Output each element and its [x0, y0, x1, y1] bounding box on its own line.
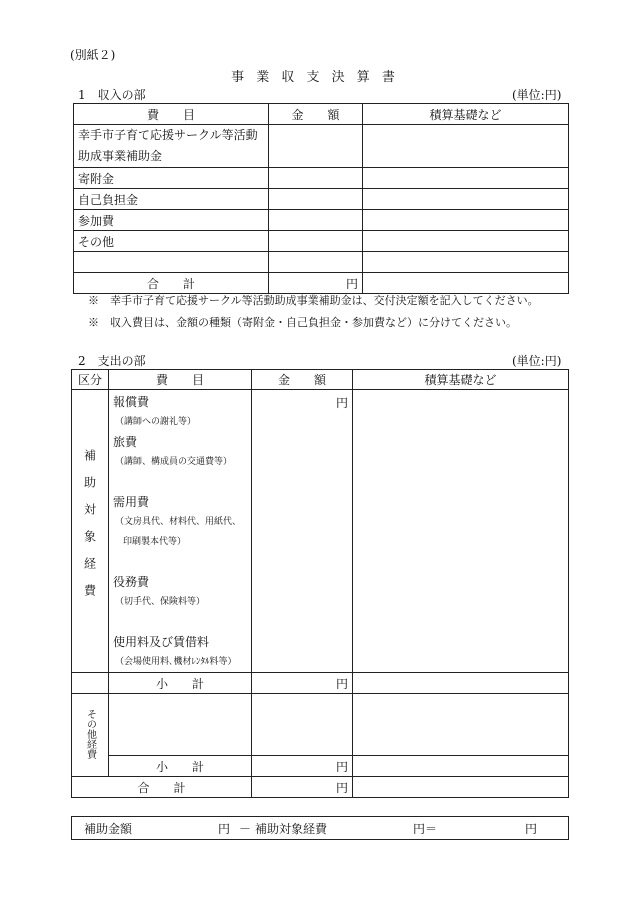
- expense-total-label: 合 計: [72, 777, 252, 798]
- income-basis-cell[interactable]: [363, 168, 569, 189]
- expense-header-amount: 金 額: [252, 370, 353, 390]
- income-item-cell: [74, 125, 269, 168]
- income-basis-cell[interactable]: [363, 252, 569, 273]
- summary-unit-3: 円: [525, 822, 538, 836]
- summary-box: [71, 816, 569, 840]
- subsidy-subtotal-label: 小 計: [109, 673, 252, 694]
- income-section-title: 1 収入の部: [78, 88, 146, 102]
- summary-unit-2: 円＝: [413, 822, 438, 836]
- income-total-unit[interactable]: 円: [269, 273, 363, 294]
- other-subtotal-label: 小 計: [109, 756, 252, 777]
- summary-target-label: 補助対象経費: [255, 822, 328, 836]
- expense-item-name: 役務費: [113, 575, 150, 589]
- other-subtotal-row: [72, 756, 569, 777]
- income-item-line2: 助成事業補助金: [78, 149, 163, 163]
- expense-total-basis[interactable]: [353, 777, 569, 798]
- subsidy-subtotal-basis[interactable]: [353, 673, 569, 694]
- income-amount-cell[interactable]: [269, 168, 363, 189]
- other-item-cell[interactable]: [109, 694, 252, 756]
- expense-item-name: 需用費: [113, 495, 150, 509]
- expense-item-detail: （講師、構成員の交通費等）: [115, 457, 233, 467]
- income-note-1: ※ 幸手市子育て応援サークル等活動助成事業補助金は、交付決定額を記入してください。: [88, 294, 539, 307]
- income-header-amount: 金 額: [269, 104, 363, 125]
- income-note-2: ※ 収入費目は、金額の種類（寄附金・自己負担金・参加費など）に分けてください。: [88, 316, 517, 329]
- summary-subsidy-label: 補助金額: [84, 822, 133, 836]
- income-total-label: 合 計: [74, 273, 269, 294]
- subsidy-subtotal-unit[interactable]: 円: [252, 673, 353, 694]
- other-amount-cell[interactable]: [252, 694, 353, 756]
- expense-item-detail: （講師への謝礼等）: [115, 417, 197, 427]
- income-amount-cell[interactable]: [269, 189, 363, 210]
- table-row: [74, 231, 569, 252]
- income-item: 寄附金: [74, 168, 269, 189]
- subsidy-amount-cell[interactable]: [252, 390, 353, 673]
- expense-table: [71, 369, 569, 798]
- other-category-label: その他経費: [84, 708, 96, 759]
- table-row: [74, 168, 569, 189]
- income-item[interactable]: [74, 252, 269, 273]
- other-subtotal-unit[interactable]: 円: [252, 756, 353, 777]
- income-basis-cell[interactable]: [363, 125, 569, 168]
- document-title: 事 業 収 支 決 算 書: [231, 70, 399, 85]
- table-row: [74, 252, 569, 273]
- income-total-basis[interactable]: [363, 273, 569, 294]
- expense-unit: (単位:円): [512, 354, 562, 368]
- expense-item-name: 旅費: [113, 435, 138, 449]
- subsidy-category-label: 補助対象経費: [82, 448, 97, 611]
- income-amount-cell[interactable]: [269, 252, 363, 273]
- subsidy-items-cell: [109, 390, 252, 673]
- summary-minus: －: [239, 822, 252, 836]
- subsidy-amount-unit: 円: [335, 396, 348, 410]
- income-amount-cell[interactable]: [269, 125, 363, 168]
- annex-label: (別紙２): [70, 48, 116, 62]
- income-item: 自己負担金: [74, 189, 269, 210]
- expense-total-unit[interactable]: 円: [252, 777, 353, 798]
- expense-item-detail: （会場使用料､機材ﾚﾝﾀﾙ料等）: [115, 657, 237, 667]
- subsidy-expense-row: [72, 390, 569, 673]
- income-total-row: [74, 273, 569, 294]
- income-table: [73, 103, 569, 294]
- income-header-basis: 積算基礎など: [363, 104, 569, 125]
- income-basis-cell[interactable]: [363, 231, 569, 252]
- table-row: [74, 125, 569, 168]
- expense-item-name: 報償費: [113, 395, 150, 409]
- subsidy-category-cell: [72, 390, 109, 673]
- other-expense-row: [72, 694, 569, 756]
- expense-section-title: 2 支出の部: [78, 354, 146, 368]
- income-item: その他: [74, 231, 269, 252]
- income-item-line1: 幸手市子育て応援サークル等活動: [78, 128, 258, 142]
- other-basis-cell[interactable]: [353, 694, 569, 756]
- income-unit: (単位:円): [512, 88, 562, 102]
- income-item: 参加費: [74, 210, 269, 231]
- income-basis-cell[interactable]: [363, 189, 569, 210]
- summary-unit-1: 円: [218, 822, 231, 836]
- subsidy-subtotal-row: [72, 673, 569, 694]
- income-amount-cell[interactable]: [269, 210, 363, 231]
- expense-item-detail: （文房具代、材料代、用紙代、: [115, 517, 242, 527]
- expense-header-basis: 積算基礎など: [353, 370, 569, 390]
- expense-item-detail: 印刷製本代等）: [123, 537, 187, 547]
- subsidy-basis-cell[interactable]: [353, 390, 569, 673]
- other-subtotal-basis[interactable]: [353, 756, 569, 777]
- expense-total-row: [72, 777, 569, 798]
- table-row: [74, 210, 569, 231]
- table-row: [74, 189, 569, 210]
- income-basis-cell[interactable]: [363, 210, 569, 231]
- other-category-cell: [72, 694, 109, 777]
- expense-header-category: 区分: [72, 370, 109, 390]
- income-header-item: 費 目: [74, 104, 269, 125]
- expense-item-name: 使用料及び賃借料: [113, 635, 210, 649]
- subsidy-subtotal-category: [72, 673, 109, 694]
- expense-header-item: 費 目: [109, 370, 252, 390]
- expense-item-detail: （切手代、保険料等）: [115, 597, 206, 607]
- income-amount-cell[interactable]: [269, 231, 363, 252]
